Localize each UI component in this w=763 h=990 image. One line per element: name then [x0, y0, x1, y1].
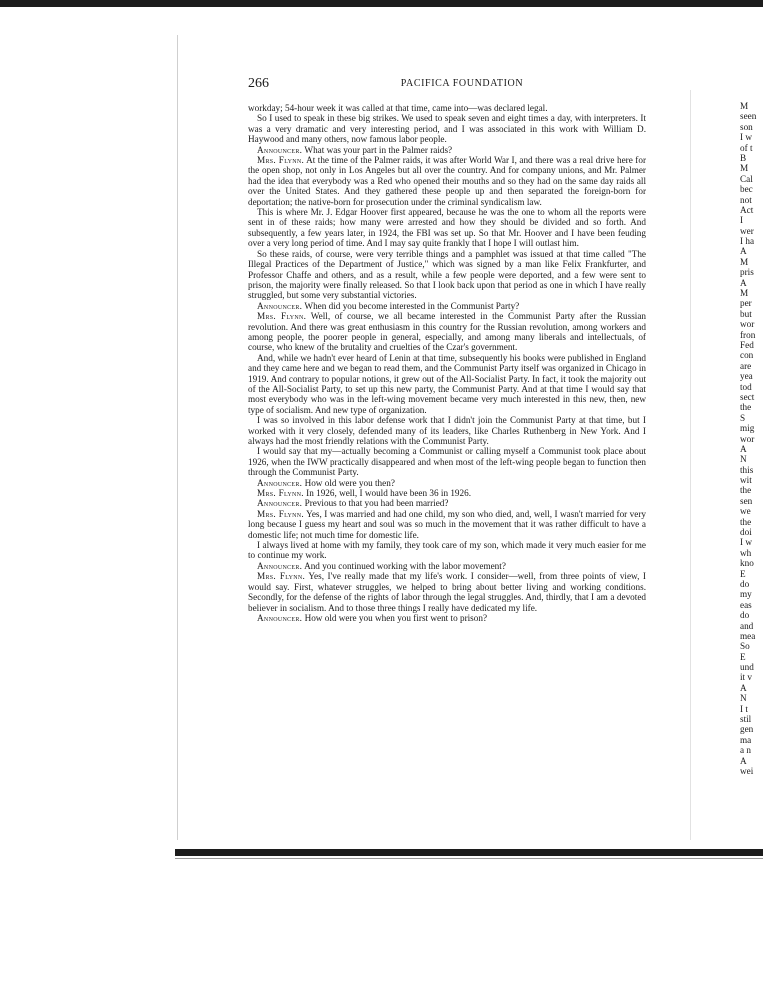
paragraph — [248, 249, 646, 301]
facing-page-fragment: A — [740, 277, 747, 288]
paragraph — [248, 353, 646, 415]
paragraph — [248, 415, 646, 446]
facing-page-fragment: Cal — [740, 173, 753, 184]
facing-page-fragment: A — [740, 755, 747, 766]
facing-page-fragment: Fed — [740, 339, 754, 350]
paragraph-text: I always lived at home with my family, they took care of my son, which made it very much easier for me to continue my work. — [248, 540, 646, 561]
facing-page-fragment: M — [740, 163, 749, 174]
paragraph-text: workday; 54-hour week it was called at that time, came into—was declared legal. — [248, 103, 548, 113]
facing-page-fragment: the — [740, 402, 752, 413]
speaker-label: Announcer. — [257, 300, 303, 311]
facing-page-fragment: I w — [740, 132, 752, 143]
page-number: 266 — [248, 76, 269, 91]
paragraph-text: And you continued working with the labor movement? — [304, 560, 506, 571]
paragraph — [248, 478, 646, 488]
facing-page-fragment: E — [740, 651, 746, 662]
facing-page-fragment: Act — [740, 204, 754, 215]
facing-page-fragment: do — [740, 610, 750, 621]
facing-page-fragment: N — [740, 454, 747, 465]
facing-page-fragment: son — [740, 121, 753, 132]
paragraph-text: I was so involved in this labor defense work that I didn't join the Communist Party at that time, but I worked with it very closely, defended many of its leaders, like Charles Ruthenberg in New York. And I always had the most friendly relations with the Communist Party. — [248, 415, 646, 446]
facing-page-fragment: doi — [740, 527, 752, 538]
page-left-edge — [177, 35, 178, 840]
speaker-label: Announcer. — [257, 498, 303, 509]
paragraph — [248, 145, 646, 155]
facing-page-fragment: wit — [740, 475, 752, 486]
facing-page-fragment: mea — [740, 630, 756, 641]
facing-page-fragment: the — [740, 516, 752, 527]
speaker-label: Mrs. Flynn. — [257, 488, 304, 499]
facing-page-fragment: we — [740, 506, 751, 517]
facing-page-fragment: eas — [740, 599, 752, 610]
paragraph — [248, 103, 646, 113]
page-gutter-edge — [690, 90, 691, 840]
paragraph — [248, 311, 646, 353]
paragraph-text: Previous to that you had been married? — [304, 498, 449, 509]
facing-page-fragment: ma — [740, 734, 752, 745]
paragraph — [248, 207, 646, 249]
facing-page-column — [740, 101, 763, 776]
facing-page-fragment: wor — [740, 319, 755, 330]
paragraph-text: Well, of course, we all became interested in the Communist Party after the Russian revolution. And there was great enthusiasm in this country for the Russian revolution, among workers and among people, the poorer people in general, especially, and among many liberals and intellectuals, of course, who knew of the brutality and cruelties of the Czar's government. — [248, 311, 646, 353]
paragraph-text: So I used to speak in these big strikes. We used to speak seven and eight times a day, with interpreters. It was a very dramatic and very interesting period, and I was associated in this work with William D. Haywood and many others, now famous labor people. — [248, 113, 646, 145]
paragraph — [248, 540, 646, 561]
facing-page-fragment: wh — [740, 547, 752, 558]
facing-page-fragment: not — [740, 194, 752, 205]
facing-page-fragment: B — [740, 152, 747, 163]
paragraph-text: So these raids, of course, were very terrible things and a pamphlet was issued at that time called "The Illegal Practices of the Department of Justice," which was signed by a man like Felix Frankfurter, and Professor Chaffe and others, and as a result, while a few people were deported, and a few were sent to prison, the majority were finally released. So that I look back upon that period as one in which I have really struggled, but some very substantial victories. — [248, 248, 646, 301]
paragraph-text: Yes, I've really made that my life's work. I consider—well, from three points of view, I would say. First, whatever struggles, we helped to bring about better living and working conditions. Secondly, for the defense of the rights of labor through the legal struggles. And, thirdly, that I am a devoted believer in socialism. And to those three things I really have dedicated my life. — [248, 571, 646, 613]
paragraph-text: How old were you then? — [304, 477, 395, 488]
speaker-label: Announcer. — [257, 477, 303, 488]
paragraph — [248, 446, 646, 477]
facing-page-fragment: I — [740, 215, 744, 226]
paragraph-text: When did you become interested in the Communist Party? — [304, 300, 520, 311]
facing-page-fragment: und — [740, 662, 754, 673]
bottom-scan-rule-thin — [175, 858, 763, 859]
paragraph — [248, 561, 646, 571]
facing-page-fragment: yea — [740, 371, 753, 382]
paragraph-text: I would say that my—actually becoming a Communist or calling myself a Communist took place about 1926, when the IWW practically disappeared and when most of the left-wing people began to function then through the Communist Party. — [248, 446, 646, 478]
speaker-label: Announcer. — [257, 612, 303, 623]
facing-page-fragment: gen — [740, 724, 754, 735]
page-header — [248, 76, 646, 94]
facing-page-fragment: sen — [740, 495, 753, 506]
paragraph-text: What was your part in the Palmer raids? — [304, 144, 453, 155]
body-text — [248, 103, 646, 623]
facing-page-fragment: but — [740, 308, 752, 319]
paragraph — [248, 498, 646, 508]
facing-page-fragment: seen — [740, 111, 757, 122]
paragraph — [248, 488, 646, 498]
facing-page-fragment: per — [740, 298, 752, 309]
paragraph-text: Yes, I was married and had one child, my son who died, and, well, I wasn't married for very long because I guess my heart and soul was so much in the movement that it was rather difficult to have a domestic life; not much time for domestic life. — [248, 508, 647, 540]
facing-page-fragment: tod — [740, 381, 752, 392]
speaker-label: Announcer. — [257, 144, 303, 155]
facing-page-fragment: So — [740, 641, 750, 652]
facing-page-fragment: kno — [740, 558, 754, 569]
facing-page-fragment: bec — [740, 184, 753, 195]
facing-page-fragment: stil — [740, 714, 752, 725]
facing-page-fragment: S — [740, 412, 746, 423]
facing-page-fragment: M — [740, 256, 749, 267]
document-page — [248, 76, 646, 623]
top-scan-rule — [0, 0, 763, 7]
facing-page-fragment: wor — [740, 433, 755, 444]
facing-page-fragment: con — [740, 350, 754, 361]
facing-page-fragment: it v — [740, 672, 752, 683]
paragraph — [248, 613, 646, 623]
facing-page-fragment: of t — [740, 142, 753, 153]
speaker-label: Mrs. Flynn. — [257, 311, 307, 322]
facing-page-fragment: my — [740, 589, 752, 600]
facing-page-fragment: A — [740, 682, 747, 693]
paragraph — [248, 301, 646, 311]
facing-page-fragment: sect — [740, 391, 755, 402]
speaker-label: Mrs. Flynn. — [257, 571, 306, 582]
facing-page-fragment: N — [740, 693, 747, 704]
running-head: PACIFICA FOUNDATION — [400, 78, 524, 89]
facing-page-fragment: this — [740, 464, 754, 475]
facing-page-fragment: the — [740, 485, 752, 496]
facing-page-fragment: do — [740, 578, 750, 589]
facing-page-fragment: wer — [740, 225, 754, 236]
facing-page-fragment: A — [740, 246, 747, 257]
bottom-scan-rule — [175, 849, 763, 856]
facing-page-fragment: M — [740, 101, 749, 111]
paragraph-text: This is where Mr. J. Edgar Hoover first appeared, because he was the one to whom all the reports were sent in of these raids; how many were arrested and how they should be divided and so forth. And subsequently, a few years later, in 1924, the FBI was set up. So that Mr. Hoover and I have been feuding over a very long period of time. And I may say quite frankly that I hope I will outlast him. — [248, 207, 646, 249]
facing-page-fragment: are — [740, 360, 752, 371]
facing-page-fragment: a n — [740, 745, 751, 756]
paragraph-text: How old were you when you first went to prison? — [304, 612, 488, 623]
facing-page-fragment: I ha — [740, 236, 755, 247]
paragraph — [248, 509, 646, 540]
facing-page-fragment: I w — [740, 537, 752, 548]
speaker-label: Mrs. Flynn. — [257, 155, 305, 166]
speaker-label: Announcer. — [257, 560, 303, 571]
facing-page-fragment: E — [740, 568, 746, 579]
facing-page-fragment: wei — [740, 766, 754, 776]
facing-page-fragment: and — [740, 620, 754, 631]
paragraph — [248, 113, 646, 144]
facing-page-fragment: I t — [740, 703, 748, 714]
facing-page-fragment: fron — [740, 329, 756, 340]
facing-page-fragment: pris — [740, 267, 754, 278]
paragraph — [248, 155, 646, 207]
facing-page-fragment: M — [740, 288, 749, 299]
facing-page-fragment: mig — [740, 423, 755, 434]
paragraph-text: In 1926, well, I would have been 36 in 1926. — [306, 488, 472, 499]
paragraph — [248, 571, 646, 613]
paragraph-text: And, while we hadn't ever heard of Lenin at that time, subsequently his books were published in England and they came here and we began to read them, and the Communist Party itself was organized in Chicago in 1919. And contrary to popular notions, it grew out of the All-Socialist Party. In fact, it took the majority out of the All-Socialist Party, to set up this new party, the Communist Party. And at that time I would say that most everybody who was in the left-wing movement became very much interested in this new, then, new type of socialism. And new type of organization. — [248, 352, 646, 415]
speaker-label: Mrs. Flynn. — [257, 508, 305, 519]
facing-page-fragment: A — [740, 443, 747, 454]
paragraph-text: At the time of the Palmer raids, it was after World War I, and there was a real drive here for the open shop, not only in Los Angeles but all over the country. And for company unions, and Mr. Palmer had the idea that everybody was a Red who opened their mouths and so they had on the same day raids all over the United States. And they gathered these people up and then separated the foreign-born for deportation; the native-born for prosecution under the criminal syndicalism law. — [248, 155, 647, 207]
